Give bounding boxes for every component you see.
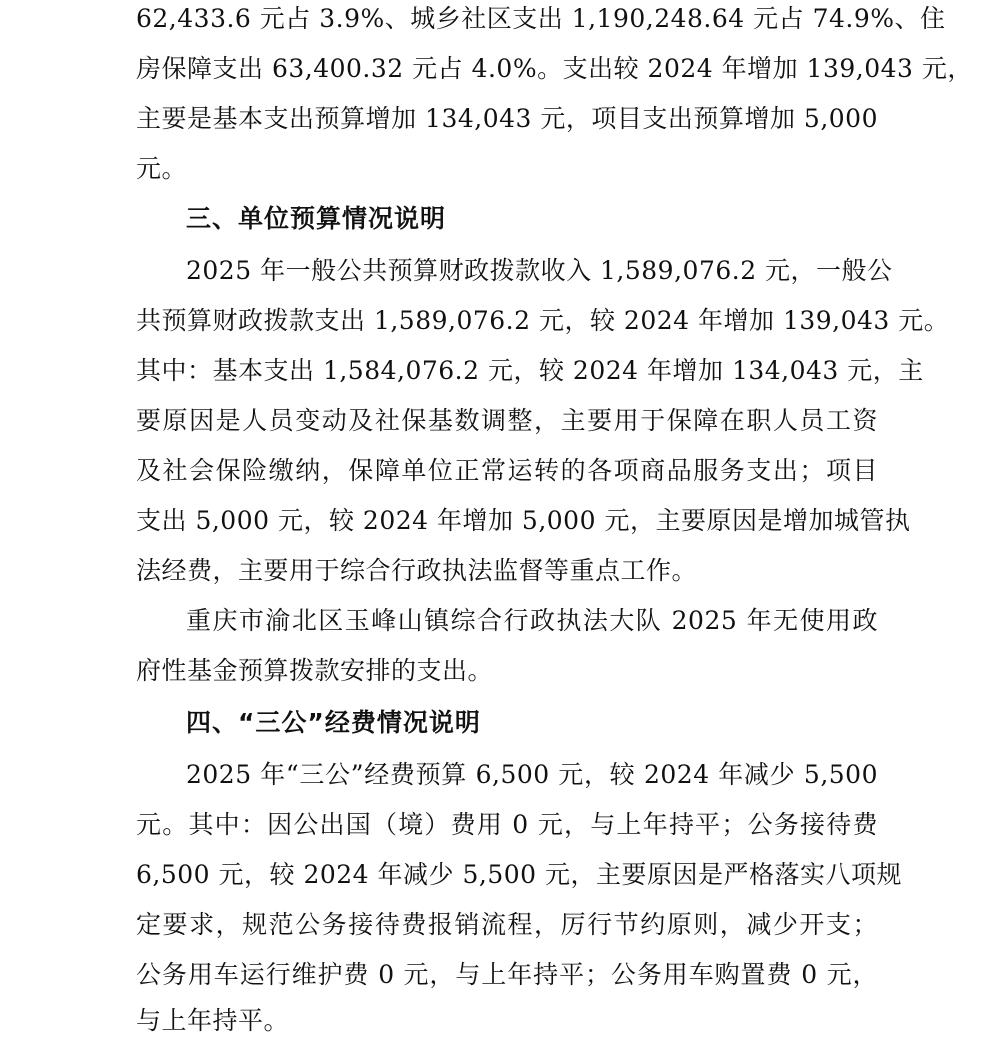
body-text-line: 法经费，主要用于综合行政执法监督等重点工作。 — [136, 556, 698, 585]
body-text-line: 2025 年“三公”经费预算 6,500 元，较 2024 年减少 5,500 — [186, 760, 878, 789]
body-text-line: 公务用车运行维护费 0 元，与上年持平；公务用车购置费 0 元， — [136, 960, 878, 989]
body-text-line: 主要是基本支出预算增加 134,043 元，项目支出预算增加 5,000 — [136, 104, 878, 133]
body-text-line: 及社会保险缴纳，保障单位正常运转的各项商品服务支出；项目 — [136, 456, 878, 485]
body-text-line: 重庆市渝北区玉峰山镇综合行政执法大队 2025 年无使用政 — [186, 606, 878, 635]
body-text-line: 6,500 元，较 2024 年减少 5,500 元，主要原因是严格落实八项规 — [136, 860, 902, 889]
body-text-line: 元。其中：因公出国（境）费用 0 元，与上年持平；公务接待费 — [136, 810, 878, 839]
body-text-line: 定要求，规范公务接待费报销流程，厉行节约原则，减少开支； — [136, 910, 878, 939]
body-text-line: 其中：基本支出 1,584,076.2 元，较 2024 年增加 134,043 元，主 — [136, 356, 924, 385]
body-text-line: 62,433.6 元占 3.9%、城乡社区支出 1,190,248.64 元占 74.9%、住 — [136, 4, 946, 33]
body-text-line: 2025 年一般公共预算财政拨款收入 1,589,076.2 元，一般公 — [186, 256, 893, 285]
section-heading-three-public-expenses: 四、“三公”经费情况说明 — [186, 708, 481, 737]
body-text-line: 共预算财政拨款支出 1,589,076.2 元，较 2024 年增加 139,043 元。 — [136, 306, 950, 335]
body-text-line: 要原因是人员变动及社保基数调整，主要用于保障在职人员工资 — [136, 406, 878, 435]
section-heading-unit-budget: 三、单位预算情况说明 — [186, 204, 447, 233]
body-text-line: 府性基金预算拨款安排的支出。 — [136, 656, 494, 685]
body-text-line: 房保障支出 63,400.32 元占 4.0%。支出较 2024 年增加 139,043 元， — [136, 54, 973, 83]
body-text-line: 与上年持平。 — [136, 1006, 290, 1035]
body-text-line: 元。 — [136, 154, 188, 183]
body-text-line: 支出 5,000 元，较 2024 年增加 5,000 元，主要原因是增加城管执 — [136, 506, 911, 535]
